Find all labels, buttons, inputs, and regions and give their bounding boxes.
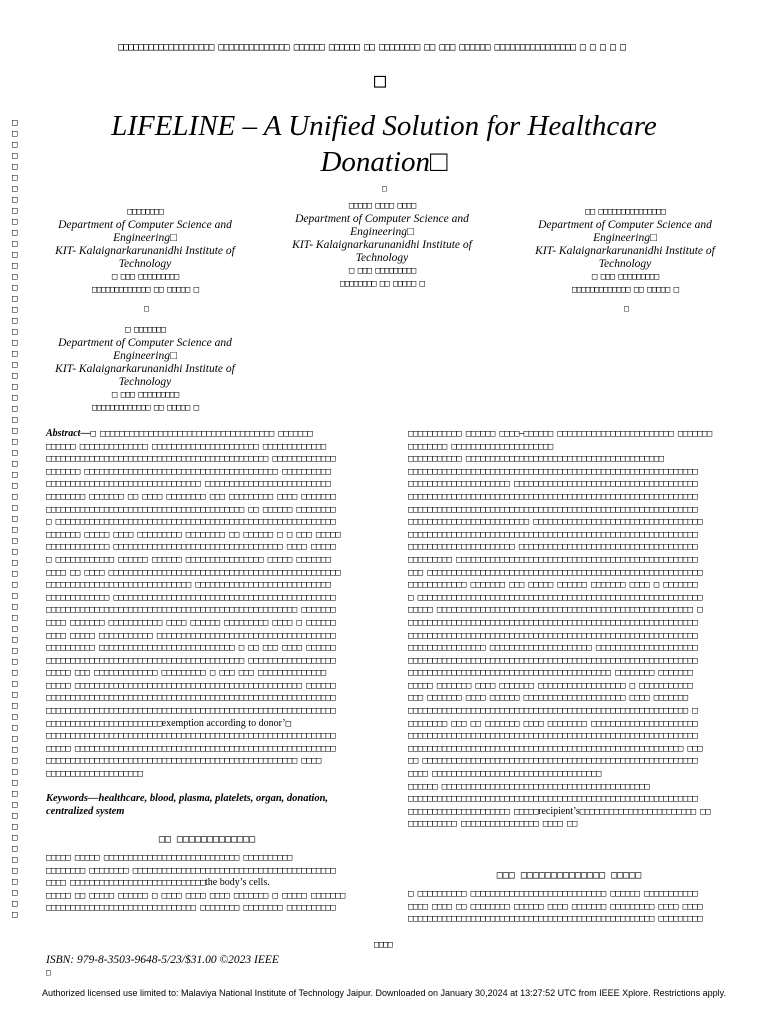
page-number-mark: □□□□ — [374, 940, 392, 950]
abstract-label: Abstract— — [46, 428, 91, 439]
abstract-line: □□□□□ □□□□□□□□□□□□□□□□□□□□□□□□□□□□□□□□□□□□□□□□□□□□□□□ □□□□□□ — [46, 680, 336, 691]
conference-header: □□□□□□□□□□□□□□□□□□□ □□□□□□□□□□□□□□ □□□□□□ □□□□□□ □□ □□□□□□□□ □□ □□□ □□□□□□ □□□□□□□□□□□□□□□□ □ □ □ □ □ — [118, 42, 626, 53]
abstract-line: □□□□□□□ □□□□□ □□□□ □□□□□□□□□ □□□□□□□□ □□ □□□□□□ □ □ □□□ □□□□□ — [46, 529, 340, 540]
right-line: □□□□□□□□□□□□□□□□ □□□□□□□□□□□□□□□□□□□□□ □□□□□□□□□□□□□□□□□□□□□ — [408, 643, 698, 654]
right-column — [408, 428, 730, 831]
paper-title — [40, 108, 728, 180]
author-name: □□ □□□□□□□□□□□□□□□ — [585, 207, 665, 217]
intro-inline-phrase: the body’s cells. — [205, 877, 270, 889]
abstract-inline-phrase: exemption according to donor’ — [161, 717, 286, 729]
right-line: □□□□□□□□□□□□□□□□□□□□□□□□□□□□□□□□□□□□□□□□□□□□□□□□□□□□□□□□□□□□ — [408, 655, 698, 666]
isbn-mark: □ — [46, 968, 50, 977]
left-column — [46, 428, 368, 781]
abstract-line: □ □□□□□□□□□□□□□□□□□□□□□□□□□□□□□□□□□□□□□□□□□□□□□□□□□□□□□□□□□□ — [46, 517, 336, 528]
right-line: □□□□□□□□□□□□□□□□□□□□□□□□□□□□□□□□□□□□□□□□□□□□□□□□□□□□□□□□□□□□ — [408, 630, 698, 641]
right-line: □□□□ □□□□□□□□□□□□□□□□□□□□□□□□□□□□□□□□□□□ — [408, 769, 601, 780]
abstract-first-line: Abstract—□ □□□□□□□□□□□□□□□□□□□□□□□□□□□□□□□□□□□□ □□□□□□□ — [46, 428, 313, 439]
right-line: □□□□□□□□□□□□□□□□□□□□□□□□□□□□□□□□□□□□□□□□□□□□□□□□□□□□□□□□□□□□ — [408, 504, 698, 515]
abstract-line: □□□□□□□□□□ □□□□□□□□□□□□□□□□□□□□□□□□□□□□ □ □□ □□□ □□□□ □□□□□□ — [46, 643, 336, 654]
right-line: □□□□□□□□□□□□□□□□□□□□□□□□□□□□□□□□□□□□□□□□□□□□□□□□□□□□□□□□□□□□ — [408, 794, 698, 805]
right-line: □□□□□□□□□□□ □□□□□□ □□□□—□□□□□□ □□□□□□□□□□□□□□□□□□□□□□□□ □□□□□□□ — [408, 429, 712, 439]
abstract-line: □□□□□□□□□□□□□□□□□□□□□□□□□□□□□□□□□□□□□□□□□ □□ □□□□□□ □□□□□□□□ — [46, 504, 336, 515]
author-block-4 — [45, 324, 245, 415]
right-line: □□□□□□□□□□□□□□□□□□□□□□□□□□□□□□□□□□□□□□□□□□ □□□□□□□□ □□□□□□□ — [408, 668, 693, 679]
right-line: □□□□□ □□□□□□□ □□□□ □□□□□□□ □□□□□□□□□□□□□□□□□□ □ □□□□□□□□□□□ — [408, 680, 693, 691]
license-footer: Authorized licensed use limited to: Malaviya National Institute of Technology Jaipur. Downloaded on January 30,2024 at 13:27:52 UTC from IEEE Xplore. Restrictions apply. — [41, 988, 727, 998]
title-spacer-mark: □ — [382, 184, 386, 193]
abstract-line: □□□□□□□□□□□□□ □□□□□□□□□□□□□□□□□□□□□□□□□□□□□□□□□□□□□□□□□□□□□□ — [46, 592, 336, 603]
right-line: □□□□□□□□□□□□ □□□□□□□ □□□ □□□□□ □□□□□□ □□□□□□□ □□□□ □ □□□□□□□ — [408, 580, 698, 591]
right-line: □□□□□□□□□□□□□□□□□□□□□□□□□□□□□□□□□□□□□□□□□□□□□□□□□□□□□□□□□□ □ — [408, 706, 698, 717]
abstract-line: □□□□□□□□□□□□□□□□□□□□□□□□□□□□□□ □□□□□□□□□□□□□□□□□□□□□□□□□□□□ — [46, 580, 331, 591]
intro-paragraph — [46, 852, 368, 915]
author-name: □ □□□□□□□ — [125, 325, 165, 335]
right-line: □□ □□□□□□□□□□□□□□□□□□□□□□□□□□□□□□□□□□□□□□□□□□□□□□□□□□□□□□□□□ — [408, 756, 698, 767]
abstract-line: □ □□□□□□□□□□□□ □□□□□□ □□□□□□ □□□□□□□□□□□□□□□□ □□□□□ □□□□□□□ — [46, 554, 331, 565]
intro-line: □□□□□□□□□□□□□□□□□□□□□□□□□□□□□□□ □□□□□□□□ □□□□□□□□ □□□□□□□□□□ — [46, 903, 336, 914]
author-dept-2: Engineering□ — [593, 232, 657, 244]
author-inst-2: Technology — [598, 258, 652, 270]
author-spacer-mark: □ — [144, 304, 148, 313]
section2-paragraph — [408, 888, 730, 926]
right-line: □□□□□ □□□□□□□□□□□□□□□□□□□□□□□□□□□□□□□□□□□□□□□□□□□□□□□□□□□□□ □ — [408, 605, 702, 616]
intro-line: □□□□ □□□□□□□□□□□□□□□□□□□□□□□□□□□□the body’s cells. — [46, 877, 270, 889]
author-dept: Department of Computer Science and — [58, 337, 232, 349]
abstract-line: □□□□□□□□□□□□□□□□□□□□□□□□□□□□□□□□□□□□□□□□□□□□□□□□□□□□ □□□□□□□ — [46, 605, 336, 616]
author-inst: KIT- Kalaignarkarunanidhi Institute of — [55, 363, 235, 375]
section-heading-2: □□□ □□□□□□□□□□□□□□ □□□□□ — [496, 870, 642, 881]
abstract-line: □□□□ □□ □□□□ □□□□□□□□□□□□□□□□□□□□□□□□□□□□□□□□□□□□□□□□□□□□□□□□ — [46, 567, 340, 578]
abstract-line: □□□□□□□□□□□□□□□□□□□□ — [46, 769, 143, 780]
right-line: □□□□□□ □□□□□□□□□□□□□□□□□□□□□□□□□□□□□□□□□□□□□□□□□□□ — [408, 781, 649, 792]
author-addr-1: □ □□□ □□□□□□□□□ — [348, 266, 416, 276]
author-dept-2: Engineering□ — [113, 232, 177, 244]
author-inst: KIT- Kalaignarkarunanidhi Institute of — [55, 245, 235, 257]
right-line: □□□□□□□□ □□□ □□ □□□□□□□ □□□□ □□□□□□□□ □□□□□□□□□□□□□□□□□□□□□□ — [408, 718, 698, 729]
author-block-2 — [282, 200, 482, 291]
section2-line: □ □□□□□□□□□□ □□□□□□□□□□□□□□□□□□□□□□□□□□□□ □□□□□□ □□□□□□□□□□□ — [408, 889, 698, 899]
right-line: □□□□□□□□□□□□□□□□□□□□□□□□□□□□□□□□□□□□□□□□□□□□□□□□□□□□□□□□□□□□ — [408, 731, 698, 742]
author-addr-2: □□□□□□□□□□□□□ □□ □□□□□ □ — [91, 285, 199, 295]
intro-line: □□□□□ □□□□□ □□□□□□□□□□□□□□□□□□□□□□□□□□□□ □□□□□□□□□□ — [46, 853, 292, 863]
abstract-line: □□□□□□□□□□□□□□□□□□□□□□□□exemption according to donor’□ — [46, 717, 291, 729]
author-addr-2: □□□□□□□□□□□□□ □□ □□□□□ □ — [571, 285, 679, 295]
right-line: □ □□□□□□□□□□□□□□□□□□□□□□□□□□□□□□□□□□□□□□□□□□□□□□□□□□□□□□□□□□□ — [408, 592, 702, 603]
author-addr-1: □ □□□ □□□□□□□□□ — [111, 390, 179, 400]
author-block-3 — [525, 206, 725, 297]
abstract-line: □□□□□□□□□□□□□□□□□□□□□□□□□□□□□□□□□□□□□□□□□□□□□□□□□□□□□□□□□□□□ — [46, 693, 336, 704]
header-mark: □ — [374, 68, 386, 92]
abstract-line: □□□□□ □□□ □□□□□□□□□□□□□ □□□□□□□□□ □ □□□ □□□ □□□□□□□□□□□□□□ — [46, 668, 326, 679]
author-dept: Department of Computer Science and — [58, 219, 232, 231]
title-line-2: Donation□ — [320, 146, 448, 178]
keywords: Keywords—healthcare, blood, plasma, platelets, organ, donation, centralized system — [46, 793, 329, 817]
abstract-line: □□□□□ □□□□□□□□□□□□□□□□□□□□□□□□□□□□□□□□□□□□□□□□□□□□□□□□□□□□□□ — [46, 743, 336, 754]
author-addr-2: □□□□□□□□ □□ □□□□□ □ — [340, 279, 424, 289]
side-margin-text: □□□□□□□□□□□□□□□□□□□□□□□□□□□□□□□□□□□□□□□□□□□□□□□□□□□□□□□□□□□□□□□□□□□□□□□□□ — [12, 118, 18, 920]
right-line: □□□□□□□□□□□□□□□□□□□□□□□□□□□□□□□□□□□□□□□□□□□□□□□□□□□□□□□□□□□□ — [408, 491, 698, 502]
abstract-line: □□□□ □□□□□□□ □□□□□□□□□□□ □□□□ □□□□□□ □□□□□□□□□ □□□□ □ □□□□□□ — [46, 617, 336, 628]
abstract-line: □□□□□□□□ □□□□□□□ □□ □□□□ □□□□□□□□ □□□ □□□□□□□□□ □□□□ □□□□□□□ — [46, 491, 336, 502]
abstract-line: □□□□□□□□□□□□□□□□□□□□□□□□□□□□□□□□□□□□□□□□□□□□□□□□□□□□□□□□□□□□ — [46, 706, 336, 717]
right-inline-phrase: recipient’s — [538, 805, 580, 817]
author-inst-2: Technology — [355, 252, 409, 264]
abstract-line: □□□□□□□□□□□□□□□□□□□□□□□□□□□□□□□□□□□□□□□□□□□□□□ □□□□□□□□□□□□□ — [46, 454, 336, 465]
abstract-line: □□□□□□□ □□□□□□□□□□□□□□□□□□□□□□□□□□□□□□□□□□□□□□□□ □□□□□□□□□□ — [46, 466, 331, 477]
abstract-line: □□□□□□□□□□□□□□□□□□□□□□□□□□□□□□□□□□□□□□□□□□□□□□□□□□□□□□□□□□□□ — [46, 731, 336, 742]
right-line: □□□□□□□□□□□□□□□□□□□□□□□□□□□□□□□□□□□□□□□□□□□□□□□□□□□□□□□□□□□□ — [408, 617, 698, 628]
intro-line: □□□□□ □□ □□□□□ □□□□□□ □ □□□□ □□□□ □□□□ □□□□□□□ □ □□□□□ □□□□□□□ — [46, 890, 345, 901]
right-line: □□□□□□□□□□□□□□□□□□□□□ □□□□□recipient’s□□□□□□□□□□□□□□□□□□□□□□□□ □□ — [408, 805, 710, 817]
intro-line: □□□□□□□□ □□□□□□□□ □□□□□□□□□□□□□□□□□□□□□□□□□□□□□□□□□□□□□□□□□□ — [46, 865, 336, 876]
author-inst-2: Technology — [118, 376, 172, 388]
author-block-1 — [45, 206, 245, 297]
author-dept: Department of Computer Science and — [295, 213, 469, 225]
author-addr-2: □□□□□□□□□□□□□ □□ □□□□□ □ — [91, 403, 199, 413]
abstract-line: □□□□□□ □□□□□□□□□□□□□□ □□□□□□□□□□□□□□□□□□□□□□ □□□□□□□□□□□□□ — [46, 441, 326, 452]
author-dept: Department of Computer Science and — [538, 219, 712, 231]
author-dept-2: Engineering□ — [350, 226, 414, 238]
right-line: □□□□□□□□□□□□□□□□□□□□□□□□□□□□□□□□□□□□□□□□□□□□□□□□□□□□□□□□□□□□ — [408, 466, 698, 477]
author-addr-1: □ □□□ □□□□□□□□□ — [111, 272, 179, 282]
author-inst-2: Technology — [118, 258, 172, 270]
right-line: □□□□□□□□□□□□□□□□□□□□□ □□□□□□□□□□□□□□□□□□□□□□□□□□□□□□□□□□□□□□ — [408, 479, 698, 490]
right-line: □□□□□□□□□□□□□□□□□□□□□□□□□ □□□□□□□□□□□□□□□□□□□□□□□□□□□□□□□□□□□ — [408, 517, 702, 528]
abstract-line: □□□□□□□□□□□□□ □□□□□□□□□□□□□□□□□□□□□□□□□□□□□□□□□□□ □□□□ □□□□□ — [46, 542, 336, 553]
author-inst: KIT- Kalaignarkarunanidhi Institute of — [292, 239, 472, 251]
right-line: □□□□□□□□□□ □□□□□□□□□□□□□□□□ □□□□ □□ — [408, 819, 577, 830]
author-inst: KIT- Kalaignarkarunanidhi Institute of — [535, 245, 715, 257]
author-name: □□□□□ □□□□ □□□□ — [348, 201, 416, 211]
abstract-line: □□□□□□□□□□□□□□□□□□□□□□□□□□□□□□□□□□□□□□□□□□□□□□□□□□□□ □□□□ — [46, 756, 321, 767]
right-line: □□□ □□□□□□□ □□□□ □□□□□□ □□□□□□□□□□□□□□□□□□□□□ □□□□ □□□□□□□ — [408, 693, 688, 704]
author-spacer-mark: □ — [624, 304, 628, 313]
title-line-1: LIFELINE – A Unified Solution for Healthcare — [111, 110, 657, 142]
right-line: □□□□□□□□□□□□□□□□□□□□□□□□□□□□□□□□□□□□□□□□□□□□□□□□□□□□□□□□□□□□ — [408, 529, 698, 540]
section2-line: □□□□ □□□□ □□ □□□□□□□□ □□□□□□ □□□□ □□□□□□□ □□□□□□□□□ □□□□ □□□□ — [408, 901, 702, 912]
author-name: □□□□□□□□ — [127, 207, 163, 217]
right-line: □□□□□□□□□□□□□□□□□□□□□□□□□□□□□□□□□□□□□□□□□□□□□□□□□□□□□□□□□ □□□ — [408, 743, 702, 754]
abstract-line: □□□□□□□□□□□□□□□□□□□□□□□□□□□□□□□□□□□□□□□□□ □□□□□□□□□□□□□□□□□□ — [46, 655, 336, 666]
author-addr-1: □ □□□ □□□□□□□□□ — [591, 272, 659, 282]
right-line: □□□ □□□□□□□□□□□□□□□□□□□□□□□□□□□□□□□□□□□□□□□□□□□□□□□□□□□□□□□□□ — [408, 567, 702, 578]
right-line: □□□□□□□□□□□ □□□□□□□□□□□□□□□□□□□□□□□□□□□□□□□□□□□□□□□□□ — [408, 454, 664, 465]
right-line: □□□□□□□□□ □□□□□□□□□□□□□□□□□□□□□□□□□□□□□□□□□□□□□□□□□□□□□□□□□□ — [408, 554, 698, 565]
author-dept-2: Engineering□ — [113, 350, 177, 362]
isbn-line: ISBN: 979-8-3503-9648-5/23/$31.00 ©2023 IEEE — [46, 954, 279, 966]
section-heading-introduction: □□ □□□□□□□□□□□□□ — [158, 834, 256, 845]
right-line: □□□□□□□□□□□□□□□□□□□□□□ □□□□□□□□□□□□□□□□□□□□□□□□□□□□□□□□□□□□□ — [408, 542, 698, 553]
abstract-line: □□□□ □□□□□ □□□□□□□□□□□ □□□□□□□□□□□□□□□□□□□□□□□□□□□□□□□□□□□□□ — [46, 630, 336, 641]
abstract-line: □□□□□□□□□□□□□□□□□□□□□□□□□□□□□□□□ □□□□□□□□□□□□□□□□□□□□□□□□□□ — [46, 479, 331, 490]
right-line: □□□□□□□□ □□□□□□□□□□□□□□□□□□□□□ — [408, 441, 553, 452]
section2-line: □□□□□□□□□□□□□□□□□□□□□□□□□□□□□□□□□□□□□□□□□□□□□□□□□□□ □□□□□□□□□ — [408, 914, 702, 925]
